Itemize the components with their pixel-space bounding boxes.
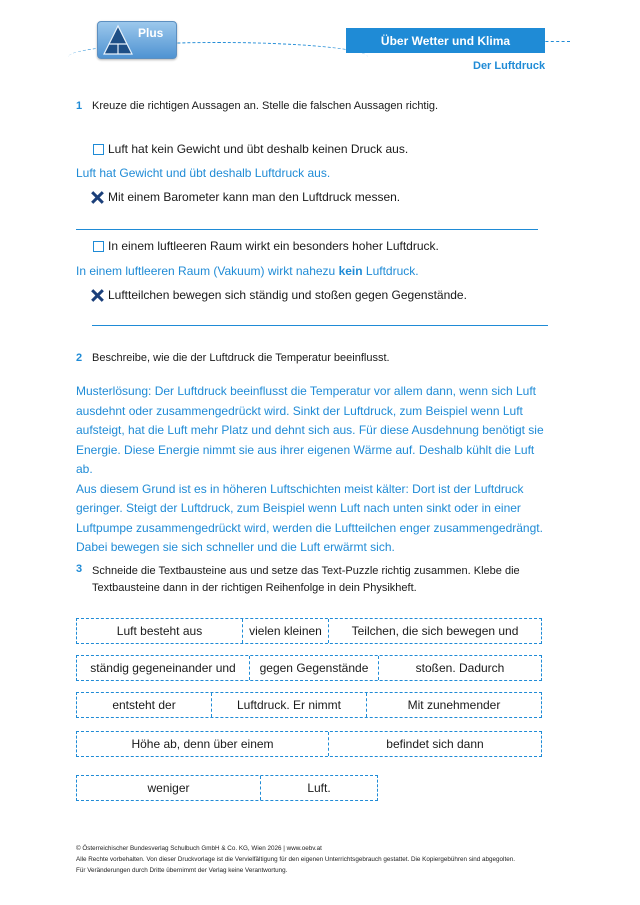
statement-4-text: Luftteilchen bewegen sich ständig und stoßen gegen Gegenstände. <box>108 288 467 302</box>
footer-line: © Österreichischer Bundesverlag Schulbuch GmbH & Co. KG, Wien 2026 | www.oebv.at <box>76 845 322 852</box>
statement-3-text: In einem luftleeren Raum wirkt ein besonders hoher Luftdruck. <box>108 239 439 253</box>
puzzle-piece[interactable]: befindet sich dann <box>386 737 484 751</box>
correction-1: Luft hat Gewicht und übt deshalb Luftdruck aus. <box>76 166 331 180</box>
puzzle-piece[interactable]: Teilchen, die sich bewegen und <box>351 624 519 638</box>
task-3-instruction <box>92 563 520 597</box>
correction-3 <box>76 264 419 278</box>
model-answer-line: geringer. Steigt der Luftdruck, zum Beispiel wenn Luft nach unten sinkt oder in einer <box>76 501 521 515</box>
model-answer-line: ausdehnt oder zusammengedrückt wird. Sinkt der Luftdruck, zum Beispiel wenn Luft <box>76 403 523 418</box>
statement-1 <box>93 142 408 156</box>
checkbox-empty[interactable] <box>93 144 104 155</box>
correction-3-emphasis: kein <box>338 264 363 278</box>
model-answer <box>76 382 546 558</box>
task-1-number: 1 <box>76 100 83 112</box>
model-answer-line: Luftpumpe zusammengedrückt wird, werden die Luftteilchen enger zusammengedrängt. <box>76 520 543 535</box>
puzzle-piece[interactable]: Mit zunehmender <box>407 698 501 712</box>
task-3-number: 3 <box>76 563 83 575</box>
cross-check-icon[interactable] <box>91 191 104 204</box>
puzzle-piece[interactable]: Luftdruck. Er nimmt <box>212 693 367 717</box>
statement-3 <box>93 239 439 253</box>
puzzle-row <box>76 618 542 644</box>
task-3-instruction-line: Schneide die Textbausteine aus und setze das Text-Puzzle richtig zusammen. Klebe die <box>92 565 520 577</box>
puzzle-piece[interactable]: Höhe ab, denn über einem <box>77 732 329 756</box>
puzzle-piece[interactable]: entsteht der <box>77 693 212 717</box>
answer-line <box>92 325 548 326</box>
copyright-footer <box>76 843 515 876</box>
task-3-instruction-line: Textbausteine dann in der richtigen Reihenfolge in dein Physikheft. <box>92 582 417 594</box>
model-answer-line: Aus diesem Grund ist es in höheren Luftschichten meist kälter: Dort ist der Luftdruck <box>76 481 524 496</box>
statement-1-text: Luft hat kein Gewicht und übt deshalb keinen Druck aus. <box>108 142 409 156</box>
statement-4 <box>91 288 467 302</box>
correction-3-text-end: Luftdruck. <box>362 264 419 278</box>
model-answer-line: Energie. Diese Energie nimmt sie aus ihrer eigenen Wärme auf. Deshalb kühlt die Luft ab. <box>76 442 535 476</box>
logo-text: Plus <box>138 26 164 40</box>
plus-logo <box>97 21 177 59</box>
puzzle-piece[interactable]: ständig gegeneinander und <box>77 656 250 680</box>
puzzle-row <box>76 775 378 801</box>
puzzle-piece[interactable]: gegen Gegenstände <box>250 656 379 680</box>
statement-2 <box>91 190 400 204</box>
puzzle-piece[interactable]: Luft besteht aus <box>77 619 243 643</box>
puzzle-piece[interactable]: vielen kleinen <box>243 619 329 643</box>
puzzle-row <box>76 692 542 718</box>
checkbox-empty[interactable] <box>93 241 104 252</box>
pyramid-icon <box>98 22 176 58</box>
model-answer-line: Musterlösung: Der Luftdruck beeinflusst die Temperatur vor allem dann, wenn sich Luft <box>76 384 537 398</box>
puzzle-row <box>76 731 542 757</box>
model-answer-line: Dabei bewegen sie sich schneller und die Luft erwärmt sich. <box>76 540 395 554</box>
puzzle-piece[interactable]: stoßen. Dadurch <box>415 661 505 675</box>
model-answer-line: aufsteigt, hat die Luft mehr Platz und dehnt sich aus. Für diese Ausdehnung benötigt sie <box>76 423 544 437</box>
page-subtitle: Der Luftdruck <box>473 60 546 72</box>
footer-line: Für Veränderungen durch Dritte übernimmt der Verlag keine Verantwortung. <box>76 867 288 874</box>
task-1-instruction: Kreuze die richtigen Aussagen an. Stelle die falschen Aussagen richtig. <box>92 100 439 112</box>
puzzle-row <box>76 655 542 681</box>
page-title: Über Wetter und Klima <box>346 28 545 53</box>
answer-line <box>76 229 538 230</box>
statement-2-text: Mit einem Barometer kann man den Luftdruck messen. <box>108 190 401 204</box>
cross-check-icon[interactable] <box>91 289 104 302</box>
task-2-instruction: Beschreibe, wie die der Luftdruck die Temperatur beeinflusst. <box>92 352 390 364</box>
task-2-number: 2 <box>76 352 83 364</box>
correction-3-text: In einem luftleeren Raum (Vakuum) wirkt nahezu <box>76 264 339 278</box>
puzzle-piece[interactable]: Luft. <box>307 781 331 795</box>
puzzle-piece[interactable]: weniger <box>77 776 261 800</box>
footer-line: Alle Rechte vorbehalten. Von dieser Druckvorlage ist die Vervielfältigung für den eigenen Unterrichtsgebrauch gestattet. Die Kopiergebühren sind abgegolten. <box>76 856 515 863</box>
